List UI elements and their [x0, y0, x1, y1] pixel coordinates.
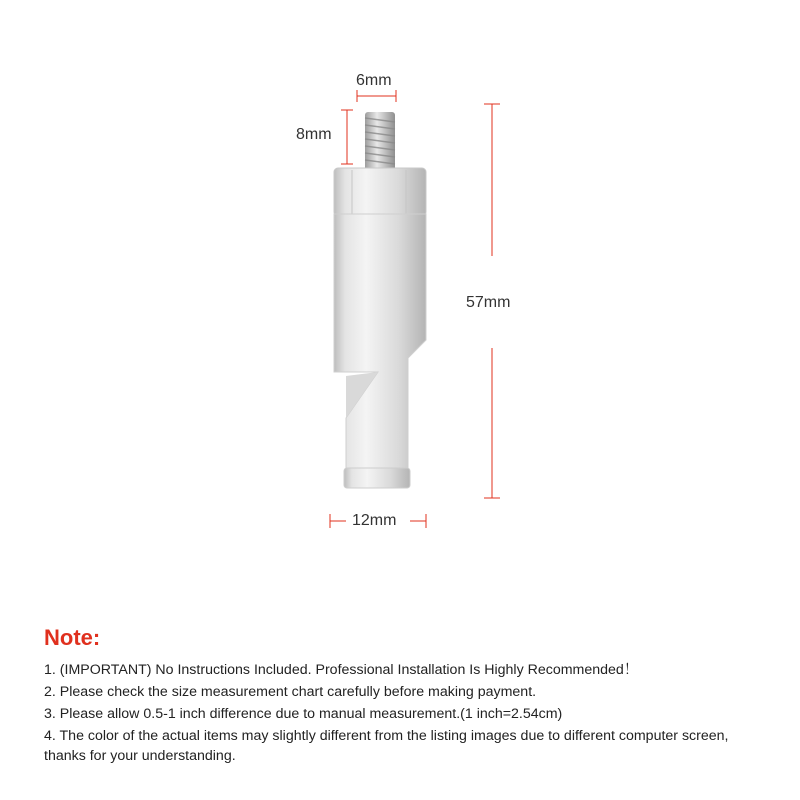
hex-collar — [334, 168, 426, 216]
note-item: 3. Please allow 0.5-1 inch difference due to manual measurement.(1 inch=2.54cm) — [44, 706, 563, 722]
note-section — [44, 624, 774, 768]
thread-length-label: 8mm — [296, 126, 332, 143]
note-title: Note: — [44, 625, 101, 650]
thread-width-label: 6mm — [356, 72, 392, 89]
note-item: 2. Please check the size measurement chart carefully before making payment. — [44, 684, 537, 700]
thread-length-dimension — [341, 110, 353, 164]
note-item: 1. (IMPORTANT) No Instructions Included. Professional Installation Is Highly Recommended！ — [44, 662, 639, 678]
thread-width-dimension — [357, 90, 396, 102]
total-length-label: 57mm — [466, 294, 511, 311]
body-width-label: 12mm — [352, 512, 397, 529]
threaded-stud — [365, 112, 395, 172]
note-item: 4. The color of the actual items may slightly different from the listing images due to different computer screen, thanks for your understanding. — [44, 728, 729, 764]
cylinder-body — [334, 214, 426, 488]
